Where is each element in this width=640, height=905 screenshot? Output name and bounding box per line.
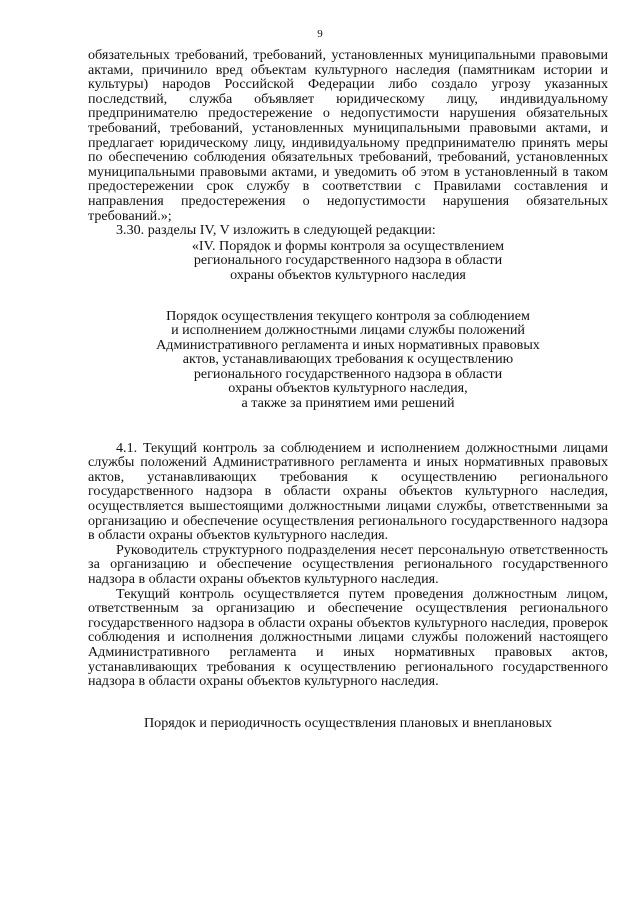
subsection-heading-line: а также за принятием ими решений [241,395,455,412]
section-heading-line: регионального государственного надзора в области [193,252,503,269]
paragraph-responsibility: Руководитель структурного подразделения несет персональную ответственность за организацию и обеспечение осуществления регионального государственного надзора в области охраны объектов культурного наследия. [88,541,608,587]
paragraph-current-control: Текущий контроль осуществляется путем проведения должностным лицом, ответственным за организацию и обеспечение осуществления регионального государственного надзора в области охраны объектов культурного наследия, проверок соблюдения и исполнения должностными лицами службы положений настоящего Административного регламента и иных нормативных правовых актов, устанавливающих требования к осуществлению регионального государственного надзора в области охраны объектов культурного наследия. [88,585,608,690]
paragraph-4-1: 4.1. Текущий контроль за соблюдением и исполнением должностными лицами службы положений Административного регламента и иных нормативных правовых актов, устанавливающих требования к осуществлению регионального государственного надзора в области охраны объектов культурного наследия, осуществляется вышестоящими должностными лицами службы, ответственными за организацию и обеспечение осуществления регионального государственного надзора в области охраны объектов культурного наследия. [88,439,608,544]
page-number: 9 [317,28,323,40]
subsection-heading [88,309,608,411]
subsection-heading-line: и исполнением должностными лицами службы положений [171,322,525,339]
bottom-heading: Порядок и периодичность осуществления плановых и внеплановых [143,714,552,731]
section-heading [88,239,608,283]
section-heading-line: «IV. Порядок и формы контроля за осуществлением [191,237,505,254]
section-heading-line: охраны объектов культурного наследия [230,266,466,283]
subsection-heading-line: регионального государственного надзора в области [193,365,503,382]
subsection-heading-line: Административного регламента и иных нормативных правовых [156,336,540,353]
paragraph-amendment: 3.30. разделы IV, V изложить в следующей редакции: [116,222,436,239]
paragraph-continuation: обязательных требований, требований, установленных муниципальными правовыми актами, причинило вред объектам культурного наследия (памятникам истории и культуры) народов Российской Федерации либо создало угрозу указанных последствий, служба объявляет юридическому лицу, индивидуальному предпринимателю предостережение о недопустимости нарушения обязательных требований, требований, установленных муниципальными правовыми актами, и предлагает юридическому лицу, индивидуальному предпринимателю принять меры по обеспечению соблюдения обязательных требований, требований, установленных муниципальными правовыми актами, и уведомить об этом в установленный в таком предостережении срок службу в соответствии с Правилами составления и направления предостережения о недопустимости нарушения обязательных требований.»; [88,47,608,224]
subsection-heading-line: Порядок осуществления текущего контроля за соблюдением [166,307,530,324]
page-body [88,48,608,730]
subsection-heading-line: актов, устанавливающих требования к осуществлению [182,351,514,368]
subsection-heading-line: охраны объектов культурного наследия, [228,380,468,397]
